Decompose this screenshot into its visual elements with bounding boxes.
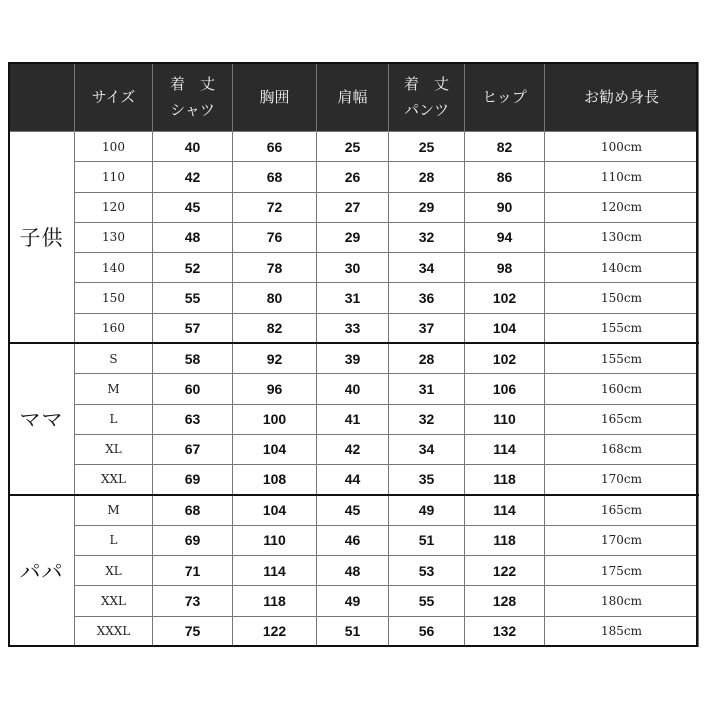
cell-shoulder: 42 [317, 434, 389, 464]
cell-shoulder: 46 [317, 525, 389, 555]
cell-hip: 98 [465, 253, 545, 283]
cell-recommended-height: 155cm [545, 313, 699, 343]
cell-pants-length: 31 [389, 374, 465, 404]
header-shirt-length-line1: 着 丈 [169, 75, 215, 93]
header-pants-length-line1: 着 丈 [403, 75, 449, 93]
group-label: 子供 [9, 132, 75, 344]
cell-shoulder: 26 [317, 162, 389, 192]
cell-chest: 72 [233, 192, 317, 222]
cell-shoulder: 41 [317, 404, 389, 434]
cell-shirt-length: 73 [153, 586, 233, 616]
cell-size: 160 [75, 313, 153, 343]
cell-chest: 108 [233, 465, 317, 495]
group-label: ママ [9, 343, 75, 494]
group-label: パパ [9, 495, 75, 647]
cell-shirt-length: 67 [153, 434, 233, 464]
cell-shirt-length: 48 [153, 222, 233, 252]
cell-size: M [75, 374, 153, 404]
cell-shirt-length: 58 [153, 343, 233, 373]
cell-chest: 118 [233, 586, 317, 616]
cell-chest: 122 [233, 616, 317, 647]
cell-shoulder: 27 [317, 192, 389, 222]
cell-recommended-height: 130cm [545, 222, 699, 252]
cell-hip: 104 [465, 313, 545, 343]
header-hip-label: ヒップ [482, 88, 527, 106]
cell-recommended-height: 155cm [545, 343, 699, 373]
cell-size: 150 [75, 283, 153, 313]
cell-hip: 90 [465, 192, 545, 222]
cell-shirt-length: 71 [153, 555, 233, 585]
cell-recommended-height: 100cm [545, 132, 699, 162]
cell-chest: 110 [233, 525, 317, 555]
cell-shirt-length: 68 [153, 495, 233, 525]
cell-size: XL [75, 434, 153, 464]
cell-shoulder: 51 [317, 616, 389, 647]
cell-pants-length: 37 [389, 313, 465, 343]
cell-shirt-length: 55 [153, 283, 233, 313]
cell-hip: 132 [465, 616, 545, 647]
cell-hip: 114 [465, 495, 545, 525]
cell-hip: 114 [465, 434, 545, 464]
header-shirt-length-line2: シャツ [170, 101, 215, 119]
cell-size: M [75, 495, 153, 525]
cell-chest: 68 [233, 162, 317, 192]
cell-hip: 82 [465, 132, 545, 162]
cell-shoulder: 45 [317, 495, 389, 525]
cell-shirt-length: 69 [153, 525, 233, 555]
cell-pants-length: 55 [389, 586, 465, 616]
cell-chest: 96 [233, 374, 317, 404]
cell-shirt-length: 42 [153, 162, 233, 192]
cell-size: L [75, 525, 153, 555]
cell-shoulder: 44 [317, 465, 389, 495]
cell-pants-length: 32 [389, 222, 465, 252]
cell-recommended-height: 170cm [545, 525, 699, 555]
header-recommended-height-label: お勧め身長 [583, 88, 659, 106]
cell-shoulder: 48 [317, 555, 389, 585]
cell-hip: 86 [465, 162, 545, 192]
cell-pants-length: 35 [389, 465, 465, 495]
cell-chest: 78 [233, 253, 317, 283]
cell-pants-length: 51 [389, 525, 465, 555]
cell-chest: 82 [233, 313, 317, 343]
table-outer-border [8, 62, 698, 647]
cell-size: L [75, 404, 153, 434]
cell-chest: 92 [233, 343, 317, 373]
cell-shirt-length: 40 [153, 132, 233, 162]
cell-shoulder: 33 [317, 313, 389, 343]
cell-pants-length: 32 [389, 404, 465, 434]
cell-recommended-height: 140cm [545, 253, 699, 283]
cell-shirt-length: 45 [153, 192, 233, 222]
cell-recommended-height: 165cm [545, 404, 699, 434]
cell-size: XXL [75, 586, 153, 616]
cell-pants-length: 34 [389, 434, 465, 464]
cell-recommended-height: 160cm [545, 374, 699, 404]
cell-hip: 122 [465, 555, 545, 585]
cell-hip: 94 [465, 222, 545, 252]
cell-shirt-length: 52 [153, 253, 233, 283]
cell-recommended-height: 165cm [545, 495, 699, 525]
cell-recommended-height: 168cm [545, 434, 699, 464]
cell-shoulder: 25 [317, 132, 389, 162]
cell-hip: 102 [465, 343, 545, 373]
cell-hip: 118 [465, 525, 545, 555]
cell-hip: 118 [465, 465, 545, 495]
header-pants-length-line2: パンツ [403, 101, 449, 119]
cell-pants-length: 29 [389, 192, 465, 222]
cell-size: 110 [75, 162, 153, 192]
cell-chest: 104 [233, 434, 317, 464]
header-chest-label: 胸囲 [259, 88, 290, 106]
cell-hip: 110 [465, 404, 545, 434]
cell-shoulder: 30 [317, 253, 389, 283]
cell-pants-length: 25 [389, 132, 465, 162]
cell-shirt-length: 60 [153, 374, 233, 404]
cell-shirt-length: 57 [153, 313, 233, 343]
cell-size: XXXL [75, 616, 153, 647]
cell-shoulder: 49 [317, 586, 389, 616]
cell-size: 130 [75, 222, 153, 252]
cell-hip: 128 [465, 586, 545, 616]
cell-shoulder: 29 [317, 222, 389, 252]
cell-chest: 114 [233, 555, 317, 585]
cell-hip: 106 [465, 374, 545, 404]
cell-shirt-length: 63 [153, 404, 233, 434]
cell-pants-length: 53 [389, 555, 465, 585]
cell-pants-length: 34 [389, 253, 465, 283]
cell-shirt-length: 69 [153, 465, 233, 495]
cell-pants-length: 56 [389, 616, 465, 647]
cell-hip: 102 [465, 283, 545, 313]
cell-size: XL [75, 555, 153, 585]
cell-recommended-height: 180cm [545, 586, 699, 616]
cell-shoulder: 40 [317, 374, 389, 404]
cell-shoulder: 31 [317, 283, 389, 313]
cell-recommended-height: 185cm [545, 616, 699, 647]
cell-size: XXL [75, 465, 153, 495]
cell-size: S [75, 343, 153, 373]
header-size-label: サイズ [91, 88, 136, 106]
cell-recommended-height: 150cm [545, 283, 699, 313]
cell-recommended-height: 110cm [545, 162, 699, 192]
cell-pants-length: 28 [389, 343, 465, 373]
cell-shirt-length: 75 [153, 616, 233, 647]
cell-chest: 76 [233, 222, 317, 252]
cell-pants-length: 36 [389, 283, 465, 313]
cell-recommended-height: 120cm [545, 192, 699, 222]
cell-size: 100 [75, 132, 153, 162]
cell-recommended-height: 170cm [545, 465, 699, 495]
cell-chest: 104 [233, 495, 317, 525]
cell-chest: 66 [233, 132, 317, 162]
cell-size: 120 [75, 192, 153, 222]
cell-shoulder: 39 [317, 343, 389, 373]
cell-pants-length: 49 [389, 495, 465, 525]
cell-chest: 100 [233, 404, 317, 434]
cell-recommended-height: 175cm [545, 555, 699, 585]
cell-size: 140 [75, 253, 153, 283]
cell-pants-length: 28 [389, 162, 465, 192]
cell-chest: 80 [233, 283, 317, 313]
header-shoulder-label: 肩幅 [337, 88, 368, 106]
